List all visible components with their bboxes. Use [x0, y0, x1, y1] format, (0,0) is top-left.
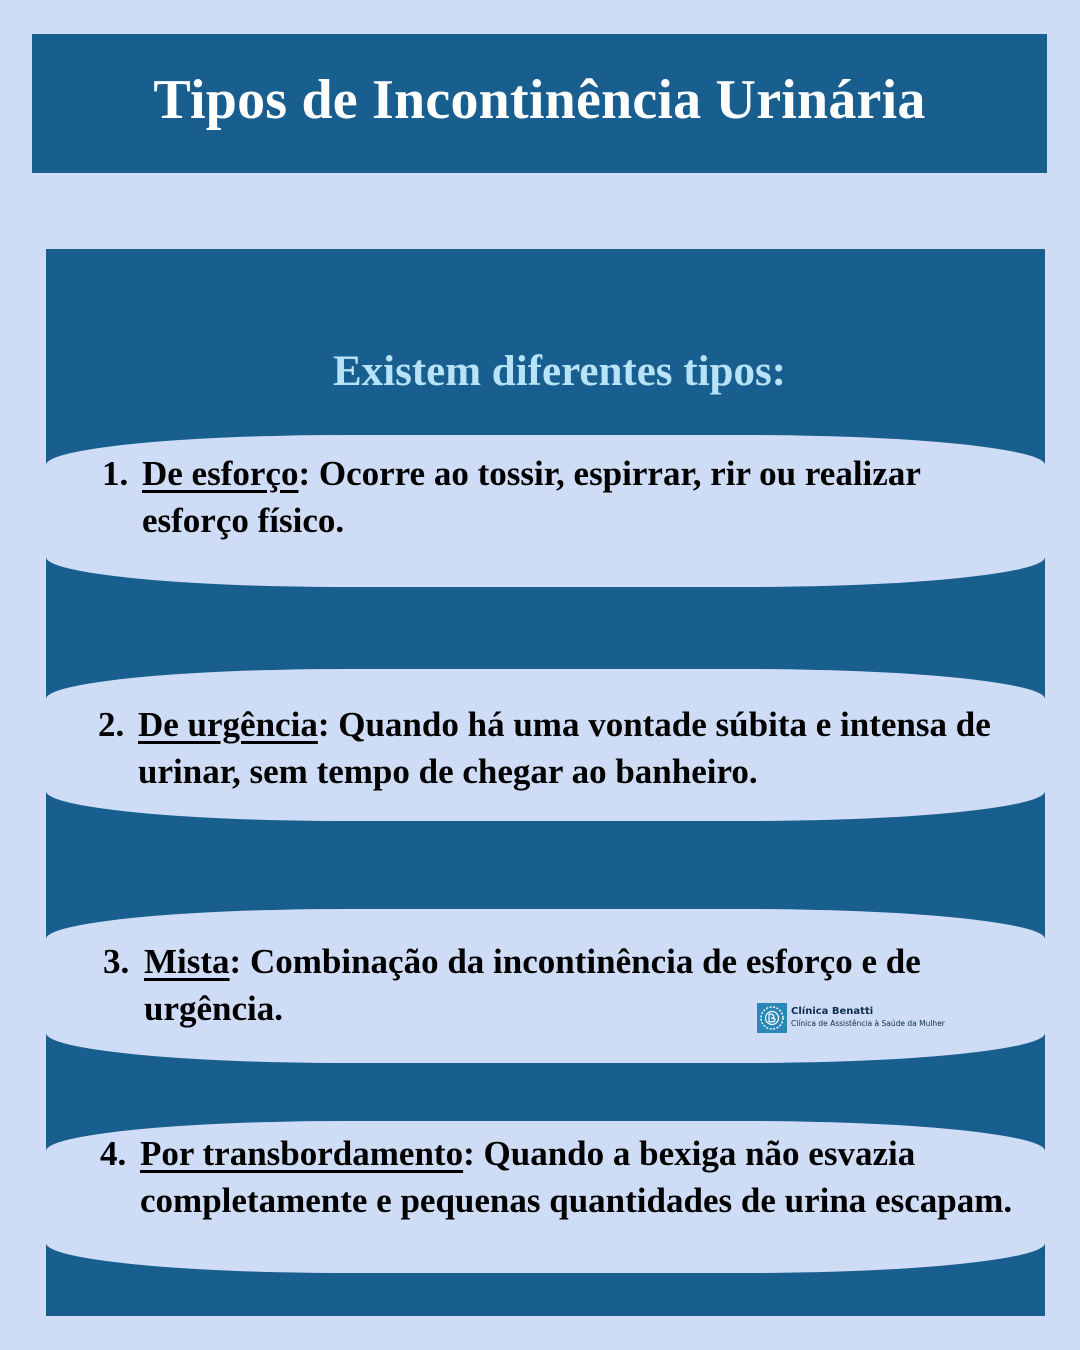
- item-description: : Combinação da incontinência de esforço e de urgência.: [144, 942, 921, 1028]
- item-term: De esforço: [142, 454, 299, 493]
- title-banner: [32, 34, 1047, 173]
- types-panel: [46, 249, 1045, 1316]
- clinic-emblem-icon: [757, 1003, 787, 1033]
- item-term: De urgência: [138, 705, 318, 744]
- clinic-logo: [757, 1002, 945, 1034]
- item-description: : Quando a bexiga não esvazia completamente e pequenas quantidades de urina escapam.: [140, 1134, 1013, 1220]
- item-term: Por transbordamento: [140, 1134, 464, 1173]
- list-item-stress: [102, 450, 922, 544]
- list-item-overflow: [100, 1130, 1040, 1224]
- item-number: 1.: [102, 454, 129, 493]
- item-description: : Quando há uma vontade súbita e intensa de urinar, sem tempo de chegar ao banheiro.: [138, 705, 991, 791]
- item-description: : Ocorre ao tossir, espirrar, rir ou realizar esforço físico.: [142, 454, 921, 540]
- item-number: 2.: [98, 705, 125, 744]
- item-number: 4.: [100, 1134, 127, 1173]
- item-term: Mista: [144, 942, 230, 981]
- clinic-name: Clínica Benatti: [791, 1006, 874, 1017]
- panel-heading: Existem diferentes tipos:: [332, 347, 787, 395]
- clinic-tagline: Clínica de Assistência à Saúde da Mulher: [791, 1019, 945, 1028]
- page-title: Tipos de Incontinência Urinária: [153, 68, 926, 131]
- list-item-urgency: [98, 701, 1038, 795]
- item-number: 3.: [103, 942, 130, 981]
